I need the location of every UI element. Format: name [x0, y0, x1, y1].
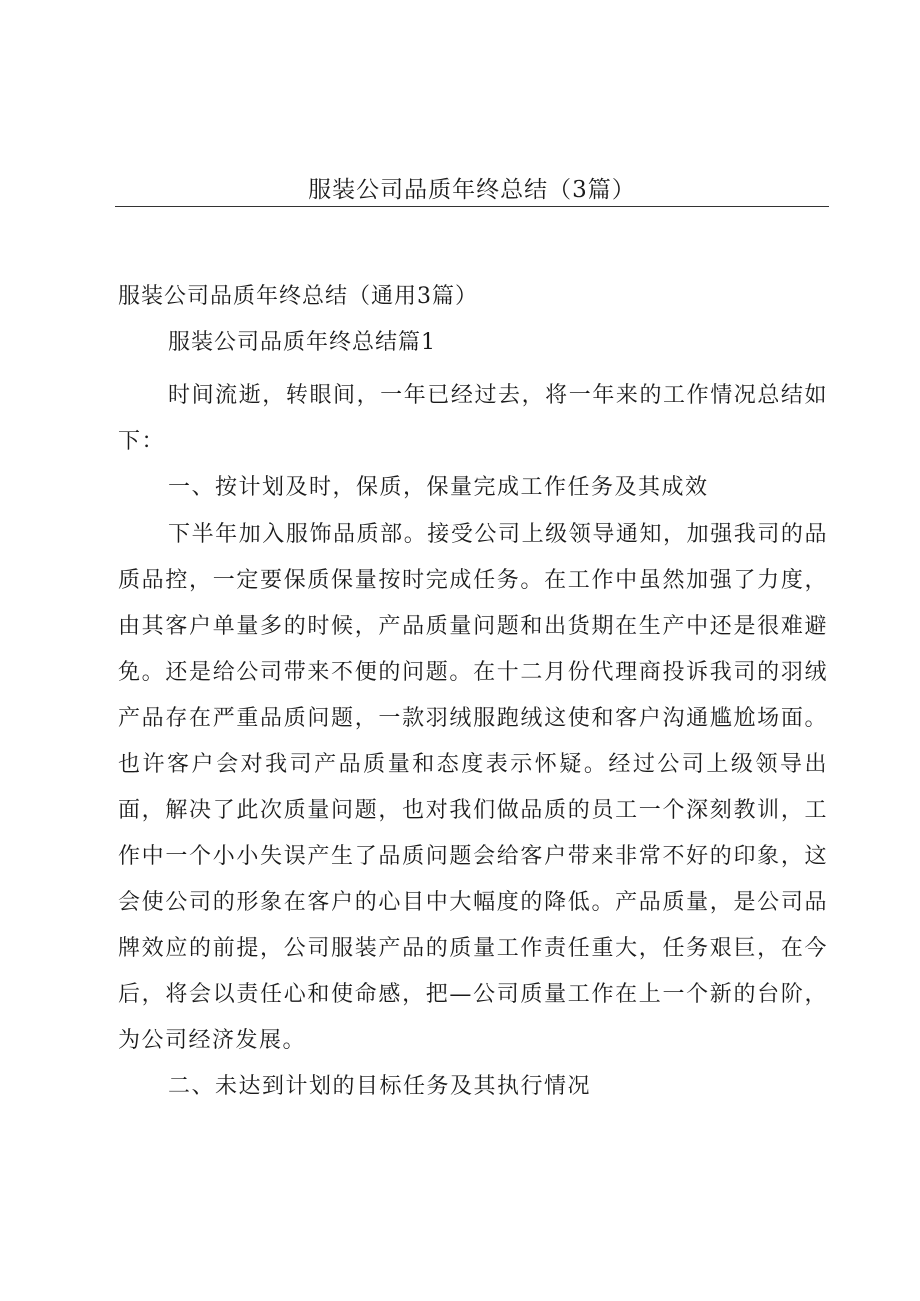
title-underline	[115, 206, 829, 207]
heading-two: 二、未达到计划的目标任务及其执行情况	[168, 1074, 592, 1099]
intro-paragraph: 时间流逝，转眼间，一年已经过去，将一年来的工作情况总结如下：	[118, 383, 828, 454]
body-paragraph: 下半年加入服饰品质部。接受公司上级领导通知，加强我司的品质品控，一定要保质保量按时完成任务。在工作中虽然加强了力度，由其客户单量多的时候，产品质量问题和出货期在生产中还是很难避免。还是给公司带来不便的问题。在十二月份代理商投诉我司的羽绒产品存在严重品质问题，一款羽绒服跑绒这使和客户沟通尴尬场面。也许客户会对我司产品质量和态度表示怀疑。经过公司上级领导出面，解决了此次质量问题，也对我们做品质的员工一个深刻教训，工作中一个小小失误产生了品质问题会给客户带来非常不好的印象，这会使公司的形象在客户的心目中大幅度的降低。产品质量，是公司品牌效应的前提，公司服装产品的质量工作责任重大，任务艰巨，在今后，将会以责任心和使命感，把—公司质量工作在上一个新的台阶，为公司经济发展。	[118, 522, 828, 1053]
document-title: 服装公司品质年终总结（3篇）	[308, 177, 636, 203]
document-subtitle: 服装公司品质年终总结（通用3篇）	[118, 284, 478, 309]
section-title: 服装公司品质年终总结篇1	[168, 330, 436, 355]
heading-one: 一、按计划及时，保质，保量完成工作任务及其成效	[168, 475, 709, 500]
